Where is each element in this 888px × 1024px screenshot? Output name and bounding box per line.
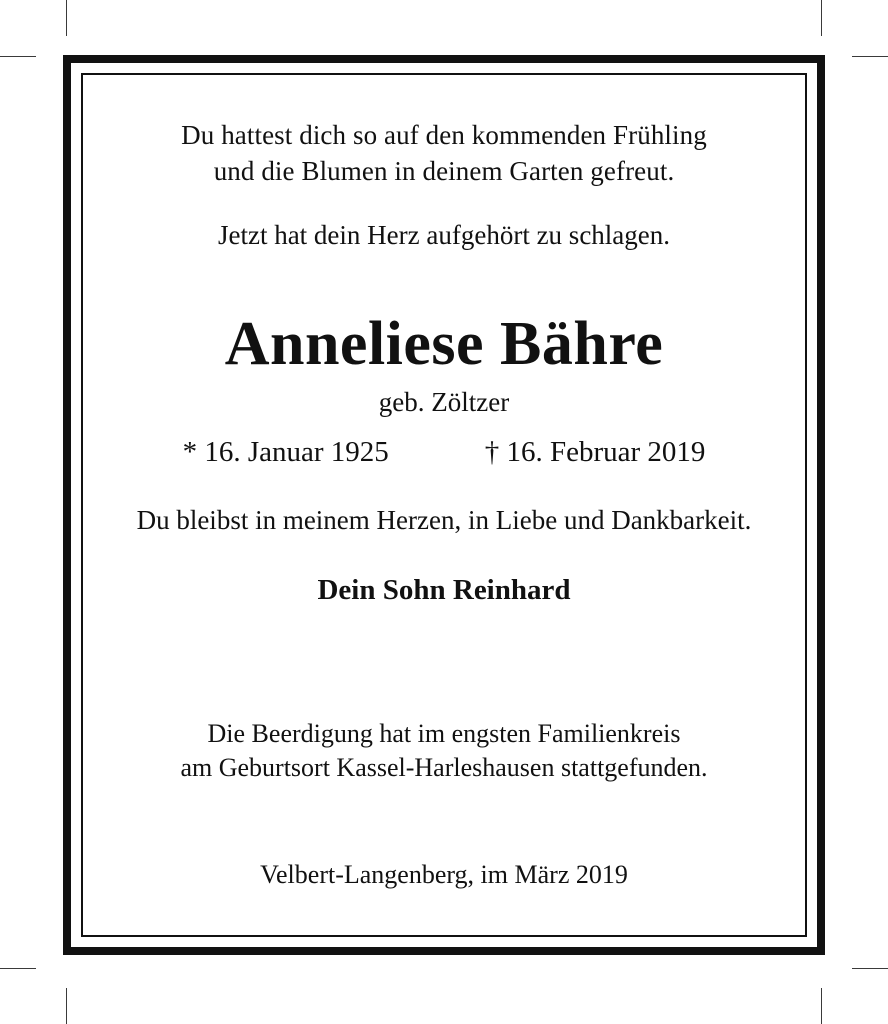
deceased-name: Anneliese Bähre [224,309,664,378]
funeral-info [119,717,769,787]
dedication-text: Du bleibst in meinem Herzen, in Liebe und Dankbarkeit. [136,504,752,535]
obituary-inner-border [81,73,807,937]
obituary-content [83,75,805,935]
crop-mark-bottom-right-horizontal [852,968,888,969]
obituary-frame [63,55,825,955]
crop-mark-bottom-left-horizontal [0,968,36,969]
verse-line-1: Du hattest dich so auf den kommenden Frühling [181,120,707,150]
verse-block [119,117,769,189]
life-dates [119,436,769,469]
maiden-name: geb. Zöltzer [378,386,510,417]
crop-mark-bottom-left-vertical [66,988,67,1024]
verse-line-2: und die Blumen in deinem Garten gefreut. [213,156,675,187]
crop-mark-top-right-horizontal [852,56,888,57]
crop-mark-bottom-right-vertical [821,988,822,1024]
crop-mark-top-left-horizontal [0,56,36,57]
verse-line-3: Jetzt hat dein Herz aufgehört zu schlagen. [217,220,671,251]
funeral-line-2: am Geburtsort Kassel-Harleshausen stattgefunden. [180,753,708,783]
crop-mark-top-left-vertical [66,0,67,36]
funeral-line-1: Die Beerdigung hat im engsten Familienkreis [207,718,681,748]
place-and-date: Velbert-Langenberg, im März 2019 [260,860,628,890]
death-date: † 16. Februar 2019 [484,435,706,468]
birth-date: * 16. Januar 1925 [182,435,389,468]
survivor-name: Dein Sohn Reinhard [317,573,571,606]
crop-mark-top-right-vertical [821,0,822,36]
